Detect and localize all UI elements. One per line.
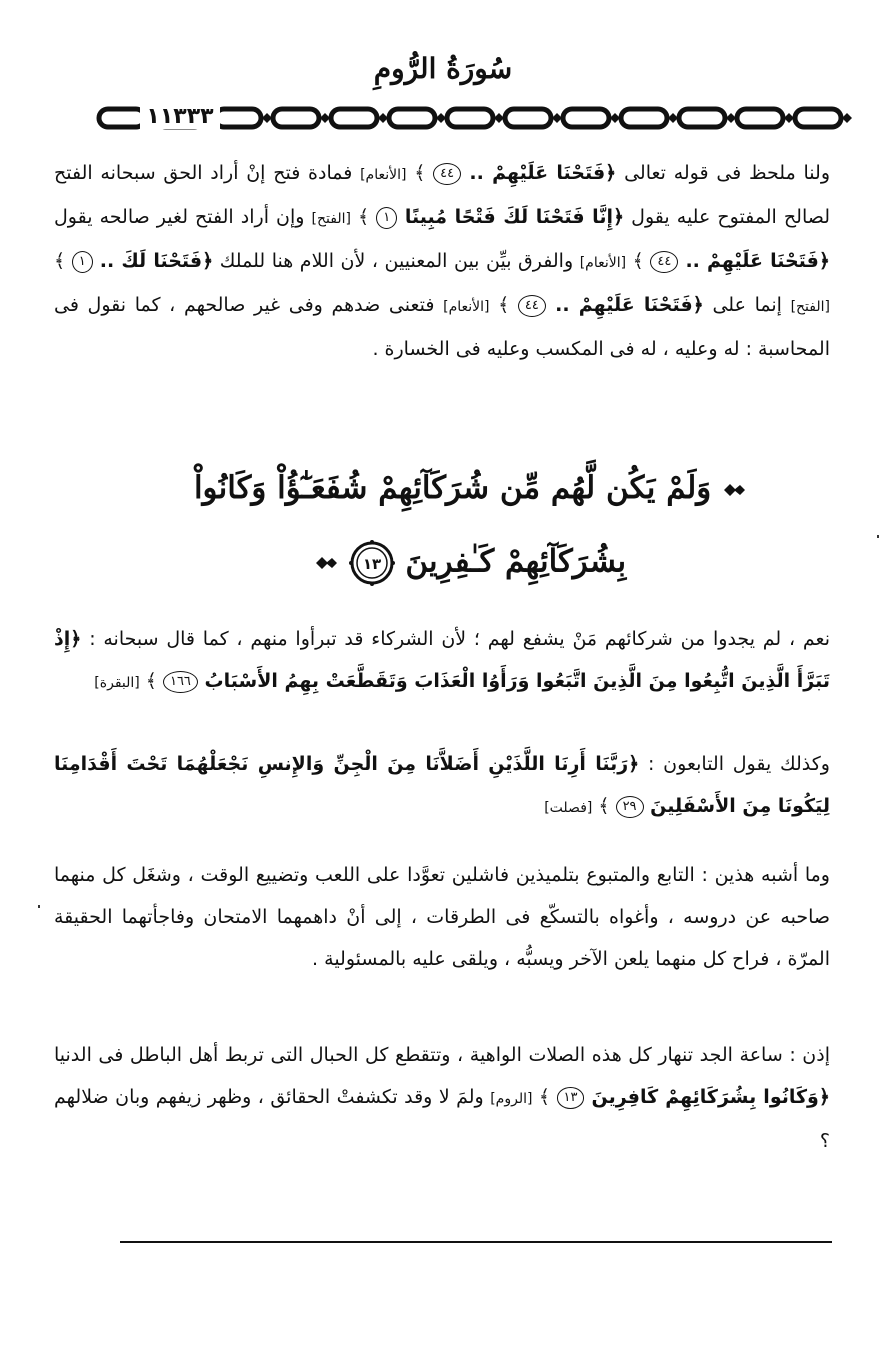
chain-link bbox=[563, 109, 609, 127]
body-text: ﴾ bbox=[489, 294, 518, 316]
chain-link bbox=[679, 109, 725, 127]
surah-reference: [فصلت] bbox=[544, 800, 593, 816]
body-text: والفرق بيِّن بين المعنيين ، لأن اللام هنا للملك bbox=[213, 250, 580, 272]
chain-diamond bbox=[378, 113, 388, 123]
surah-reference: [الأنعام] bbox=[443, 299, 490, 315]
chain-link bbox=[505, 109, 551, 127]
verse-number-medallion bbox=[349, 540, 395, 586]
body-text: ﴾ bbox=[532, 1086, 557, 1108]
chain-diamond bbox=[668, 113, 678, 123]
chain-link bbox=[215, 109, 261, 127]
quran-verse-line-2 bbox=[120, 540, 820, 586]
verse-start-ornament-icon bbox=[722, 482, 746, 498]
body-text: ﴾ bbox=[626, 250, 651, 272]
paragraph-1 bbox=[54, 152, 830, 370]
chain-link bbox=[621, 109, 667, 127]
chain-link bbox=[447, 109, 493, 127]
quran-quote: ﴿فَتَحْنَا عَلَيْهِمْ .. bbox=[545, 294, 704, 316]
chain-diamond bbox=[726, 113, 736, 123]
quran-verse-text-2: بِشُرَكَآئِهِمْ كَـٰفِرِينَ bbox=[405, 543, 627, 580]
surah-reference: [الأنعام] bbox=[360, 167, 407, 183]
quran-quote: ﴿فَتَحْنَا لَكَ .. bbox=[92, 250, 214, 272]
verse-number-badge: ٤٤ bbox=[518, 295, 546, 317]
chain-diamond bbox=[610, 113, 620, 123]
verse-number-badge: ٤٤ bbox=[650, 251, 678, 273]
quran-quote: ﴿إِنَّا فَتَحْنَا لَكَ فَتْحًا مُبِينًا bbox=[397, 206, 625, 228]
paragraph-5 bbox=[54, 1034, 830, 1162]
verse-number-badge: ١ bbox=[376, 207, 397, 229]
verse-number-badge: ٤٤ bbox=[433, 163, 461, 185]
surah-reference: [الفتح] bbox=[790, 299, 830, 315]
body-text: ﴾ bbox=[406, 162, 434, 184]
body-text: ﴾ bbox=[350, 206, 377, 228]
quran-quote: ﴿إِذْ تَبَرَّأَ الَّذِينَ اتُّبِعُوا مِنَ الَّذِينَ اتَّبَعُوا وَرَأَوُا الْعَذَابَ وَتَقَطَّعَتْ بِهِمُ الأَسْبَابُ bbox=[54, 628, 830, 692]
chain-diamond bbox=[552, 113, 562, 123]
quran-quote: ﴿فَتَحْنَا عَلَيْهِمْ .. bbox=[461, 162, 617, 184]
chain-link bbox=[331, 109, 377, 127]
body-text: إذن : ساعة الجد تنهار كل هذه الصلات الواهية ، وتتقطع كل الحبال التى تربط أهل الباطل فى الدنيا bbox=[54, 1044, 830, 1066]
verse-number: ١٣ bbox=[362, 555, 381, 573]
quran-quote: ﴿فَتَحْنَا عَلَيْهِمْ .. bbox=[678, 250, 830, 272]
body-text: ولمَ لا وقد تكشفتْ الحقائق ، وظهر زيفهم وبان ضلالهم ؟ bbox=[54, 1086, 830, 1152]
body-text: وكذلك يقول التابعون : bbox=[639, 753, 830, 775]
quran-verse-block bbox=[120, 470, 820, 610]
verse-number-badge: ١٣ bbox=[557, 1087, 585, 1109]
body-text: ﴾ bbox=[592, 795, 616, 817]
quran-quote: ﴿رَبَّنَا أَرِنَا اللَّذَيْنِ أَضَلاَّنَا مِنَ الْجِنِّ وَالإِنسِ نَجْعَلْهُمَا تَحْتَ أَقْدَامِنَا لِيَكُونَا مِنَ الأَسْفَلِينَ bbox=[54, 753, 830, 817]
quran-verse-text-1: وَلَمْ يَكُن لَّهُم مِّن شُرَكَآئِهِمْ شُفَعَـٰٓؤُاْ وَكَانُواْ bbox=[193, 470, 712, 506]
scan-speck bbox=[38, 905, 40, 908]
quran-verse-line-1 bbox=[120, 470, 820, 506]
body-text: ولنا ملحظ فى قوله تعالى bbox=[616, 162, 830, 184]
page-number: ١١٣٣٣ bbox=[140, 104, 220, 129]
surah-reference: [الفتح] bbox=[311, 211, 351, 227]
footnote-separator-line bbox=[120, 1241, 832, 1243]
paragraph-3 bbox=[54, 743, 830, 829]
body-text: ﴾ bbox=[54, 250, 72, 272]
chain-link bbox=[99, 109, 145, 127]
chain-link bbox=[737, 109, 783, 127]
body-text: فمادة فتح إنْ أراد الحق سبحانه الفتح لصالح المفتوح عليه يقول bbox=[54, 162, 831, 228]
body-text: وما أشبه هذين : التابع والمتبوع بتلميذين فاشلين تعوَّدا على اللعب وتضييع الوقت ، وشغَل كل منهما صاحبه عن دروسه ، وأغواه بالتسكّع فى الطرقات ، إلى أنْ داهمهما الامتحان وفاجأتهما الحقيقة المرّة ، فراح كل منهما يلعن الآخر ويسبُّه ، ويلقى عليه بالمسئولية . bbox=[54, 864, 830, 970]
surah-reference: [الروم] bbox=[490, 1091, 533, 1107]
body-text: إنما على bbox=[703, 294, 791, 316]
surah-title: سُورَةُ الرُّومِ bbox=[373, 52, 513, 85]
chain-diamond bbox=[436, 113, 446, 123]
verse-number-badge: ٢٩ bbox=[616, 796, 644, 818]
verse-number-badge: ١ bbox=[72, 251, 93, 273]
verse-end-ornament-icon bbox=[314, 555, 338, 571]
chain-link bbox=[273, 109, 319, 127]
paragraph-2 bbox=[54, 618, 830, 704]
quran-quote: ﴿وَكَانُوا بِشُرَكَائِهِمْ كَافِرِينَ bbox=[584, 1086, 830, 1108]
chain-link bbox=[389, 109, 435, 127]
chain-diamond bbox=[494, 113, 504, 123]
verse-number-badge: ١٦٦ bbox=[163, 671, 198, 693]
surah-reference: [البقرة] bbox=[94, 675, 140, 691]
chain-link bbox=[795, 109, 841, 127]
chain-diamond bbox=[262, 113, 272, 123]
body-text: وإن أراد الفتح لغير صالحه يقول bbox=[54, 206, 312, 228]
body-text: نعم ، لم يجدوا من شركائهم مَنْ يشفع لهم ؛ لأن الشركاء قد تبرأوا منهم ، كما قال سبحانه : bbox=[81, 628, 830, 650]
chain-diamond bbox=[842, 113, 852, 123]
paragraph-4 bbox=[54, 854, 830, 980]
scan-speck bbox=[877, 535, 879, 538]
surah-reference: [الأنعام] bbox=[579, 255, 627, 271]
body-text: فتعنى ضدهم وفى غير صالحهم ، كما نقول فى المحاسبة : له وعليه ، له فى المكسب وعليه فى الخسارة . bbox=[54, 294, 830, 360]
chain-diamond bbox=[320, 113, 330, 123]
body-text: ﴾ bbox=[139, 670, 163, 692]
chain-diamond bbox=[784, 113, 794, 123]
